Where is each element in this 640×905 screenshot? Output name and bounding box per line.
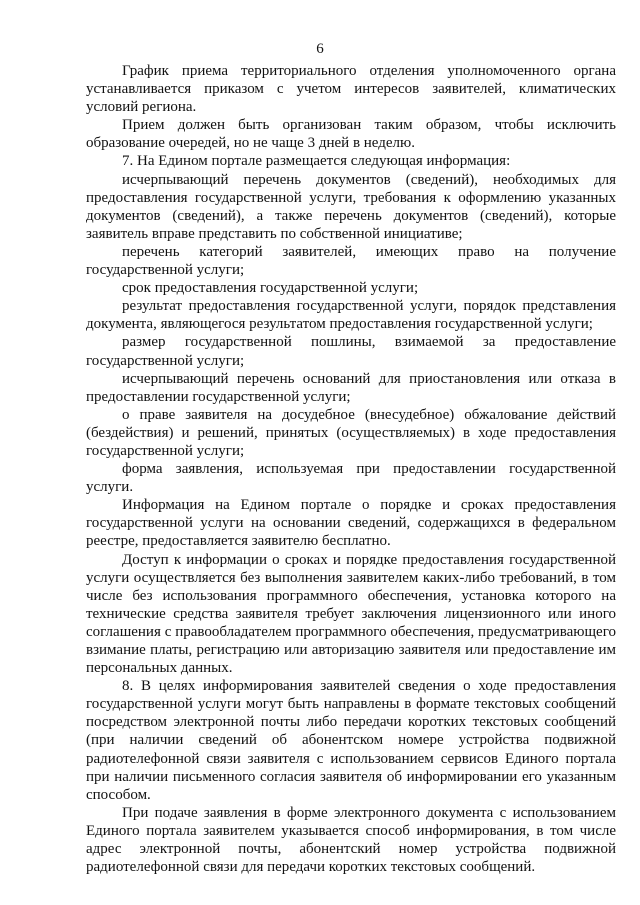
paragraph-free-information: Информация на Едином портале о порядке и сроках предоставления государственной услуги на основании сведений, содержащихся в федеральном реестре, предоставляется заявителю бесплатно. — [86, 497, 616, 550]
paragraph-documents-list: исчерпывающий перечень документов (сведений), необходимых для предоставления государственной услуги, требования к оформлению указанных документов (сведений), а также перечень документов (сведений), которые заявитель вправе представить по собственной инициативе; — [86, 171, 616, 242]
paragraph-appeal-right: о праве заявителя на досудебное (внесудебное) обжалование действий (бездействия) и решений, принятых (осуществляемых) в ходе предоставления государственной услуги; — [86, 406, 616, 459]
paragraph-notification-method: При подаче заявления в форме электронного документа с использованием Единого портала заявителем указывается способ информирования, в том числе адрес электронной почты, абонентский номер устройства подвижной радиотелефонной связи для передачи коротких текстовых сообщений. — [86, 804, 616, 876]
page-number: 6 — [316, 41, 324, 57]
paragraph-service-term: срок предоставления государственной услуги; — [122, 280, 419, 297]
paragraph-information-access: Доступ к информации о сроках и порядке предоставления государственной услуги осуществляется без выполнения заявителем каких-либо требований, в том числе без использования программного обеспечения, установка которого на технические средства заявителя требует заключения лицензионного или иного соглашения с правообладателем программного обеспечения, предусматривающего взимание платы, регистрацию или авторизацию заявителя или предоставление им персональных данных. — [86, 551, 616, 677]
paragraph-service-result: результат предоставления государственной услуги, порядок представления документа, являющегося результатом предоставления государственной услуги; — [86, 298, 616, 333]
paragraph-section-7-heading: 7. На Едином портале размещается следующая информация: — [122, 153, 511, 170]
paragraph-reception-schedule: График приема территориального отделения уполномоченного органа устанавливается приказом с учетом интересов заявителей, климатических условий региона. — [86, 63, 616, 116]
document-body — [86, 62, 616, 876]
paragraph-applicant-categories: перечень категорий заявителей, имеющих право на получение государственной услуги; — [86, 243, 616, 279]
paragraph-application-form: форма заявления, используемая при предоставлении государственной услуги. — [86, 461, 616, 496]
paragraph-section-8-notifications: 8. В целях информирования заявителей сведения о ходе предоставления государственной услуги могут быть направлены в формате текстовых сообщений посредством электронной почты либо передачи коротких текстовых сообщений (при наличии сведений об абонентском номере устройства подвижной радиотелефонной связи заявителя с использованием сервисов Единого портала при наличии письменного согласия заявителя об информировании его указанным способом. — [86, 678, 616, 803]
paragraph-reception-queues: Прием должен быть организован таким образом, чтобы исключить образование очередей, но не чаще 3 дней в неделю. — [86, 117, 616, 152]
paragraph-state-fee: размер государственной пошлины, взимаемой за предоставление государственной услуги; — [86, 334, 616, 369]
paragraph-suspension-grounds: исчерпывающий перечень оснований для приостановления или отказа в предоставлении государственной услуги; — [86, 370, 616, 405]
